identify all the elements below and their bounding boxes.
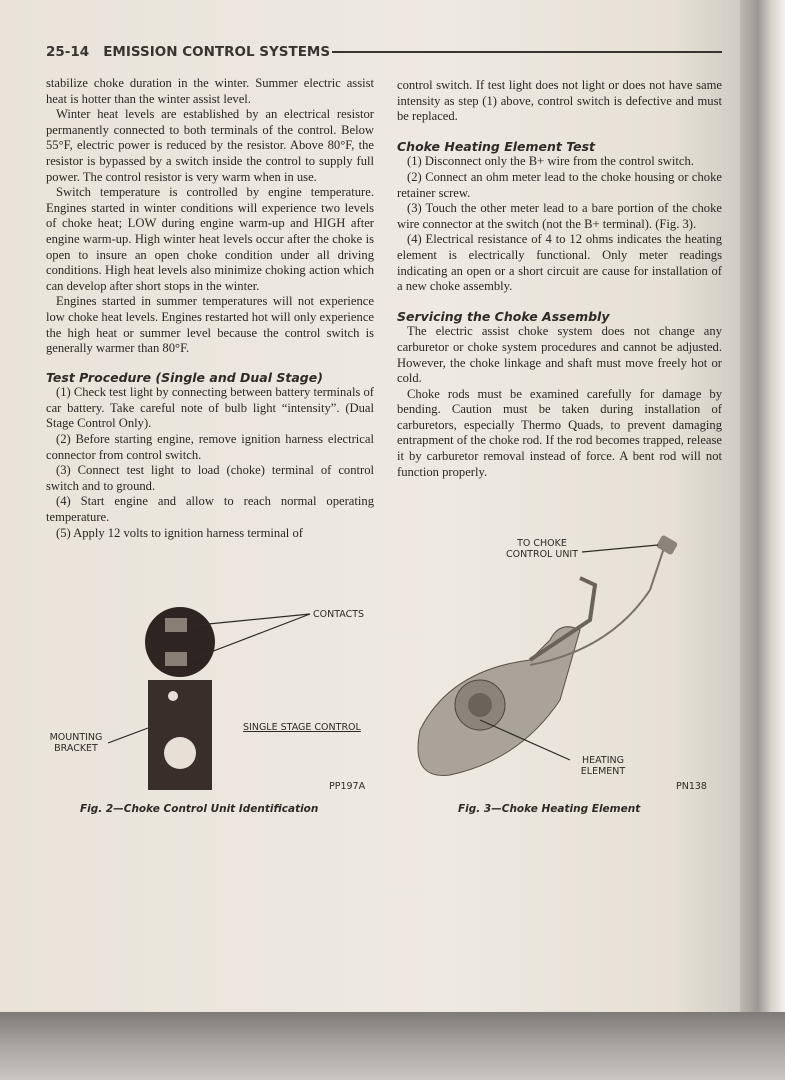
step: (4) Electrical resistance of 4 to 12 ohms indicates the heating element is electrically functional. Only meter readings indicating an open or a short circuit are cause for installation of a new choke assembly. [397,232,722,294]
figure-code: PP197A [329,781,366,792]
label-heating-element: HEATING ELEMENT [580,755,626,777]
step: (1) Disconnect only the B+ wire from the control switch. [407,154,694,169]
paragraph: Choke rods must be examined carefully for damage by bending. Caution must be taken during installation of carburetors, especially Thermo Quads, to prevent damaging entrapment of the choke rod. If the rod becomes trapped, release it by carburetor removal instead of force. A bent rod will not function properly. [397,386,722,479]
right-column [397,78,722,480]
label-to-choke-control-unit: TO CHOKE CONTROL UNIT [505,538,579,560]
step: (2) Before starting engine, remove ignition harness electrical connector from control switch. [46,432,374,462]
bracket-hole [164,737,196,769]
figure-3-heating-element [410,530,710,790]
paragraph: The electric assist choke system does not change any carburetor or choke system procedures and cannot be adjusted. However, the choke linkage and shaft must move freely hot or cold. [397,324,722,386]
page-header [46,44,722,60]
control-unit-body [145,607,215,677]
coil-center [468,693,492,717]
label-contacts: CONTACTS [313,609,365,620]
contact-terminal [165,618,187,632]
figure-caption: Fig. 3—Choke Heating Element [458,803,641,815]
step: (5) Apply 12 volts to ignition harness terminal of [56,525,303,540]
contact-terminal [165,652,187,666]
step: (4) Start engine and allow to reach normal operating temperature. [46,494,374,525]
figure-caption: Fig. 2—Choke Control Unit Identification [80,803,319,815]
step: (1) Check test light by connecting between battery terminals of car battery. Take careful note of bulb light “intensity”. (Dual Stage Control Only). [46,385,374,431]
step: (3) Connect test light to load (choke) terminal of control switch and to ground. [46,463,374,493]
paragraph: Winter heat levels are established by an electrical resistor permanently connected to both terminals of the control. Below 55°F, electric power is reduced by the resistor. Above 80°F, the resistor is bypassed by a switch inside the control to supply full power. The control resistor is very warm when in use. [46,107,374,184]
section-heading-test-procedure: Test Procedure (Single and Dual Stage) [46,369,323,385]
bracket-hole [168,691,178,701]
header-rule [332,51,722,53]
label-single-stage-control: SINGLE STAGE CONTROL [243,722,361,733]
figure-code: PN138 [676,781,707,792]
section-heading-servicing: Servicing the Choke Assembly [397,308,610,324]
label-mounting-bracket: MOUNTING BRACKET [49,732,103,754]
paragraph: Engines started in summer temperatures will not experience low choke heat levels. Engines restarted hot will only experience the high heat or summer level because the control switch is generally warmer than 80°F. [46,294,374,356]
mounting-bracket [148,680,212,790]
paragraph: Switch temperature is controlled by engine temperature. Engines started in winter conditions will experience two levels of choke heat; LOW during engine warm-up and HIGH after engine warm-up. High winter heat levels occur after the choke is open to insure an open choke condition under all driving conditions. High heat levels also minimize choking action which can develop after short stops in the winter. [46,185,374,293]
page-number: 25-14 [46,44,90,60]
page-edge-shadow [740,0,785,1080]
figure-2-choke-control-unit [40,600,380,800]
wire-connector [656,534,679,555]
scan-bottom-margin [0,1012,785,1080]
section-heading-heating-element: Choke Heating Element Test [397,138,596,154]
leader-line [108,728,148,743]
step: (2) Connect an ohm meter lead to the choke housing or choke retainer screw. [397,169,722,200]
paragraph: control switch. If test light does not light or does not have same intensity as step (1) above, control switch is defective and must be replaced. [397,78,722,124]
leader-line [582,545,658,552]
section-title: EMISSION CONTROL SYSTEMS [103,44,331,60]
left-column [46,76,374,541]
step: (3) Touch the other meter lead to a bare portion of the choke wire connector at the switch (not the B+ terminal). (Fig. 3). [397,201,722,231]
paragraph: stabilize choke duration in the winter. Summer electric assist heat is hotter than the winter assist level. [46,76,374,106]
